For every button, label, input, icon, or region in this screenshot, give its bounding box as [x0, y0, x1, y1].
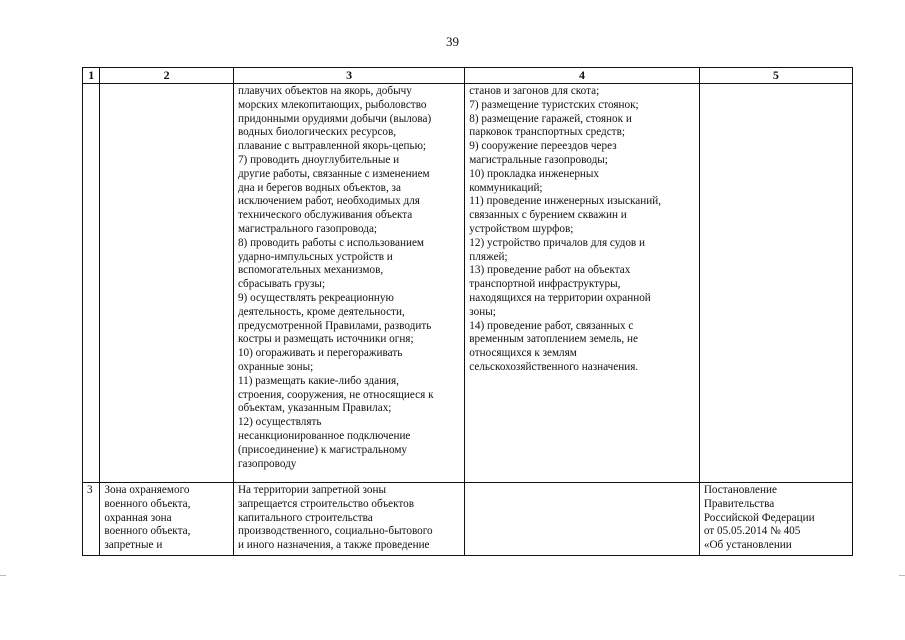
text-line: (присоединение) к магистральному [237, 443, 408, 456]
text-line: костры и размещать источники огня; [237, 333, 414, 346]
text-line: Российской Федерации [703, 511, 815, 524]
text-line: военного объекта, [104, 525, 191, 538]
left-edge-mark [0, 575, 6, 576]
text-line: находящихся на территории охранной [469, 291, 651, 304]
text-line: охранные зоны; [237, 360, 314, 373]
text-line: 13) проведение работ на объектах [469, 264, 631, 277]
text-line: «Об установлении [703, 539, 792, 552]
text-line: вспомогательных механизмов, [237, 264, 384, 277]
text-line: газопроводу [237, 457, 297, 470]
header-row [83, 68, 853, 84]
table-row [83, 483, 853, 556]
text-line: производственного, социально-бытового [237, 525, 433, 538]
text-line: от 05.05.2014 № 405 [703, 525, 801, 538]
text-line: несанкционированное подключение [237, 429, 411, 442]
cell-row-cont-col2 [100, 84, 234, 483]
text-line: 7) размещение туристских стоянок; [469, 98, 639, 111]
text-line: военного объекта, [104, 497, 191, 510]
text-line: 7) проводить дноуглубительные и [237, 153, 400, 166]
cell-row-cont-col3 [233, 84, 464, 483]
page-number: 39 [446, 34, 459, 49]
text-line: На территории запретной зоны [237, 484, 387, 496]
text-line: 9) осуществлять рекреационную [237, 291, 394, 304]
text-line: плавание с вытравленной якорь-цепью; [237, 140, 427, 153]
text-line: 14) проведение работ, связанных с [469, 319, 634, 332]
cell-row3-col4 [465, 483, 700, 556]
text-line: коммуникаций; [469, 181, 543, 194]
header-col-3: 3 [233, 68, 464, 84]
text-line: деятельность, кроме деятельности, [237, 305, 405, 318]
text-line: станов и загонов для скота; [469, 85, 600, 97]
cell-row3-restrictions [233, 483, 464, 556]
header-col-2: 2 [100, 68, 234, 84]
text-line: связанных с бурением скважин и [469, 209, 627, 222]
text-line: 12) устройство причалов для судов и [469, 236, 645, 249]
text-line: плавучих объектов на якорь, добычу [237, 85, 412, 97]
text-line: 12) осуществлять [237, 416, 322, 429]
text-line: зоны; [469, 305, 496, 318]
right-edge-mark [899, 575, 905, 576]
cell-row3-legal-basis [699, 483, 852, 556]
text-line: 10) прокладка инженерных [469, 167, 600, 180]
text-line: 9) сооружение переездов через [469, 140, 617, 153]
text-line: дна и берегов водных объектов, за [237, 181, 401, 194]
text-line: относящихся к землям [469, 347, 577, 360]
table-row [83, 84, 853, 483]
text-line: временным затоплением земель, не [469, 333, 638, 346]
cell-row-cont-col5 [699, 84, 852, 483]
text-line: парковок транспортных средств; [469, 126, 625, 139]
cell-row3-zone-name [100, 483, 234, 556]
text-line: водных биологических ресурсов, [237, 126, 397, 139]
text-line: Зона охраняемого [104, 484, 190, 496]
text-line: пляжей; [469, 250, 508, 263]
text-line: и иного назначения, а также проведение [237, 539, 430, 552]
text-line: строения, сооружения, не относящиеся к [237, 388, 434, 401]
header-col-1: 1 [83, 68, 100, 84]
text-line: предусмотренной Правилами, разводить [237, 319, 432, 332]
text-line: морских млекопитающих, рыболовство [237, 98, 427, 111]
cell-row-cont-col1 [83, 84, 100, 483]
text-line: исключением работ, необходимых для [237, 195, 420, 208]
text-line: магистрального газопровода; [237, 222, 378, 235]
cell-row-cont-col4 [465, 84, 700, 483]
text-line: придонными орудиями добычи (вылова) [237, 112, 432, 125]
text-line: капитального строительства [237, 511, 373, 524]
text-line: 8) проводить работы с использованием [237, 236, 424, 249]
text-line: 10) огораживать и перегораживать [237, 347, 403, 360]
text-line: сбрасывать грузы; [237, 278, 326, 291]
text-line: устройством шурфов; [469, 222, 574, 235]
text-line: запрещается строительство объектов [237, 497, 415, 510]
text-line: транспортной инфраструктуры, [469, 278, 621, 291]
text-line: охранная зона [104, 511, 172, 524]
cell-row3-number: 3 [83, 483, 100, 556]
text-line: магистральные газопроводы; [469, 153, 608, 166]
text-line: 11) размещать какие-либо здания, [237, 374, 399, 387]
header-col-4: 4 [465, 68, 700, 84]
text-line: объектам, указанным Правилах; [237, 402, 392, 415]
header-col-5: 5 [699, 68, 852, 84]
text-line: сельскохозяйственного назначения. [469, 360, 639, 373]
zones-table [82, 67, 853, 556]
text-line: технического обслуживания объекта [237, 209, 413, 222]
text-line: Постановление [703, 484, 777, 496]
text-line: 8) размещение гаражей, стоянок и [469, 112, 632, 125]
text-line: запретные и [104, 539, 163, 552]
text-line: другие работы, связанные с изменением [237, 167, 430, 180]
text-line: ударно-импульсных устройств и [237, 250, 393, 263]
text-line: 11) проведение инженерных изысканий, [469, 195, 662, 208]
text-line: Правительства [703, 497, 775, 510]
